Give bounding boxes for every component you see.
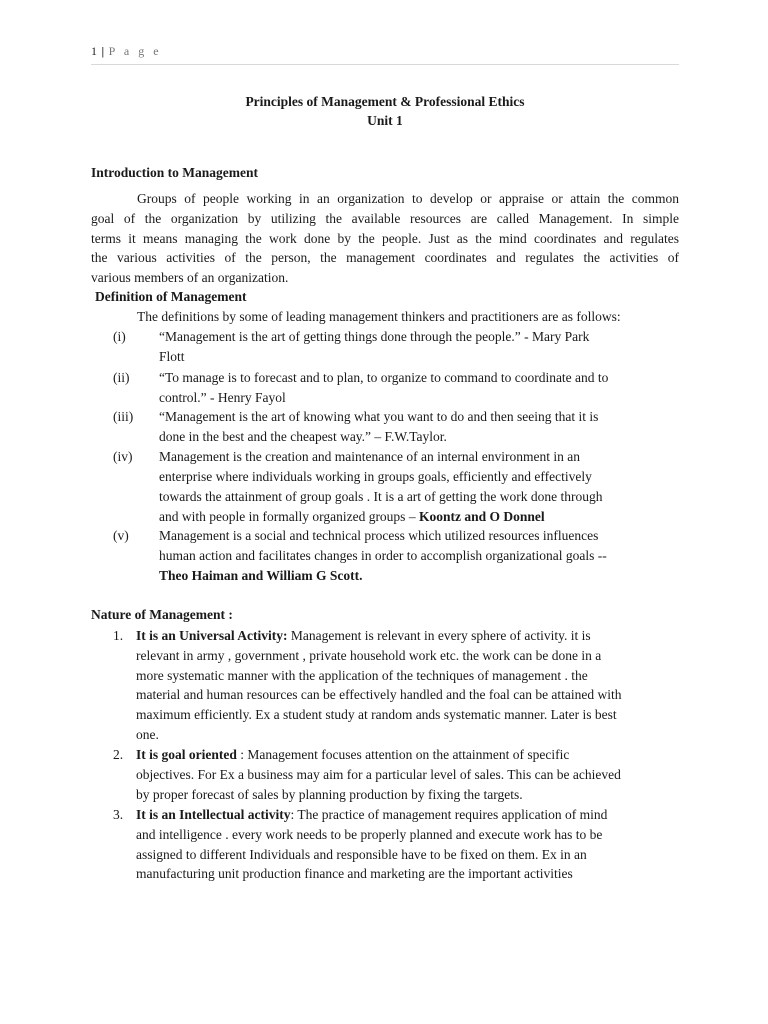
- list-marker: (iv): [113, 449, 133, 464]
- nature-text: It is an Universal Activity: Management is relevant in every sphere of activity. it is relevant in army , government , private household work etc. the work can be done in a more systematic manner with the application of the techniques of management . the material and human resources can be effectively handled and the foal can be attained with maximum efficiently. Ex a student study at random ands systematic manner. Later is best one.: [136, 628, 622, 742]
- attribution: Theo Haiman and William G Scott.: [159, 568, 363, 583]
- list-marker: (v): [113, 528, 129, 543]
- page-number: 1: [91, 44, 99, 58]
- unit-title: Unit 1: [367, 113, 403, 128]
- list-marker: 1.: [113, 628, 124, 643]
- definition-heading: Definition of Management: [95, 289, 247, 304]
- document-title: Principles of Management & Professional Ethics: [245, 94, 525, 109]
- list-marker: (iii): [113, 409, 134, 424]
- nature-text: It is goal oriented : Management focuses attention on the attainment of specific objectives. For Ex a business may aim for a particular level of sales. This can be achieved by proper forecast of sales by planning production by fixing the targets.: [136, 747, 621, 802]
- definition-text: Management is the creation and maintenance of an internal environment in an enterprise where individuals working in groups goals, efficiently and effectively towards the attainment of group goals . It is a art of getting the work done through and with people in formally organized groups – Koontz and O Donnel: [159, 449, 603, 524]
- intro-line: various members of an organization.: [91, 270, 289, 286]
- nature-heading: Nature of Management :: [91, 607, 233, 622]
- intro-line: the various activities of the person, the management coordinates and regulates the activities of: [91, 250, 679, 266]
- page-label: P a g e: [108, 44, 162, 58]
- definition-text: Management is a social and technical process which utilized resources influences human action and facilitates changes in order to accomplish organizational goals -- Theo Haiman and William G Scott.: [159, 526, 679, 586]
- definition-text: “To manage is to forecast and to plan, to organize to command to coordinate and to control.” - Henry Fayol: [159, 370, 609, 405]
- intro-paragraph: [91, 189, 679, 288]
- definition-text: “Management is the art of knowing what you want to do and then seeing that it is done in the best and the cheapest way.” – F.W.Taylor.: [159, 409, 599, 444]
- item-title: It is an Universal Activity:: [136, 628, 288, 643]
- list-marker: (i): [113, 329, 126, 344]
- header-separator: |: [101, 44, 106, 58]
- definition-text: “Management is the art of getting things done through the people.” - Mary Park Flott: [159, 329, 590, 364]
- definition-lead: The definitions by some of leading management thinkers and practitioners are as follows:: [137, 309, 621, 324]
- intro-heading: Introduction to Management: [91, 165, 258, 180]
- page-header: [91, 44, 679, 65]
- intro-line: Groups of people working in an organization to develop or appraise or attain the common: [137, 191, 679, 206]
- intro-line: goal of the organization by utilizing the available resources are called Management. In simple: [91, 210, 679, 226]
- item-title: It is goal oriented: [136, 747, 237, 762]
- list-marker: (ii): [113, 370, 130, 385]
- list-marker: 3.: [113, 807, 124, 822]
- item-title: It is an Intellectual activity: [136, 807, 291, 822]
- intro-line: terms it means managing the work done by the people. Just as the mind coordinates and regulates: [91, 230, 679, 246]
- nature-text: It is an Intellectual activity: The practice of management requires application of mind and intelligence . every work needs to be properly planned and execute work has to be assigned to different Individuals and responsible have to be fixed on them. Ex in an manufacturing unit production finance and marketing are the important activities: [136, 807, 608, 882]
- list-marker: 2.: [113, 747, 124, 762]
- attribution: Koontz and O Donnel: [418, 509, 545, 524]
